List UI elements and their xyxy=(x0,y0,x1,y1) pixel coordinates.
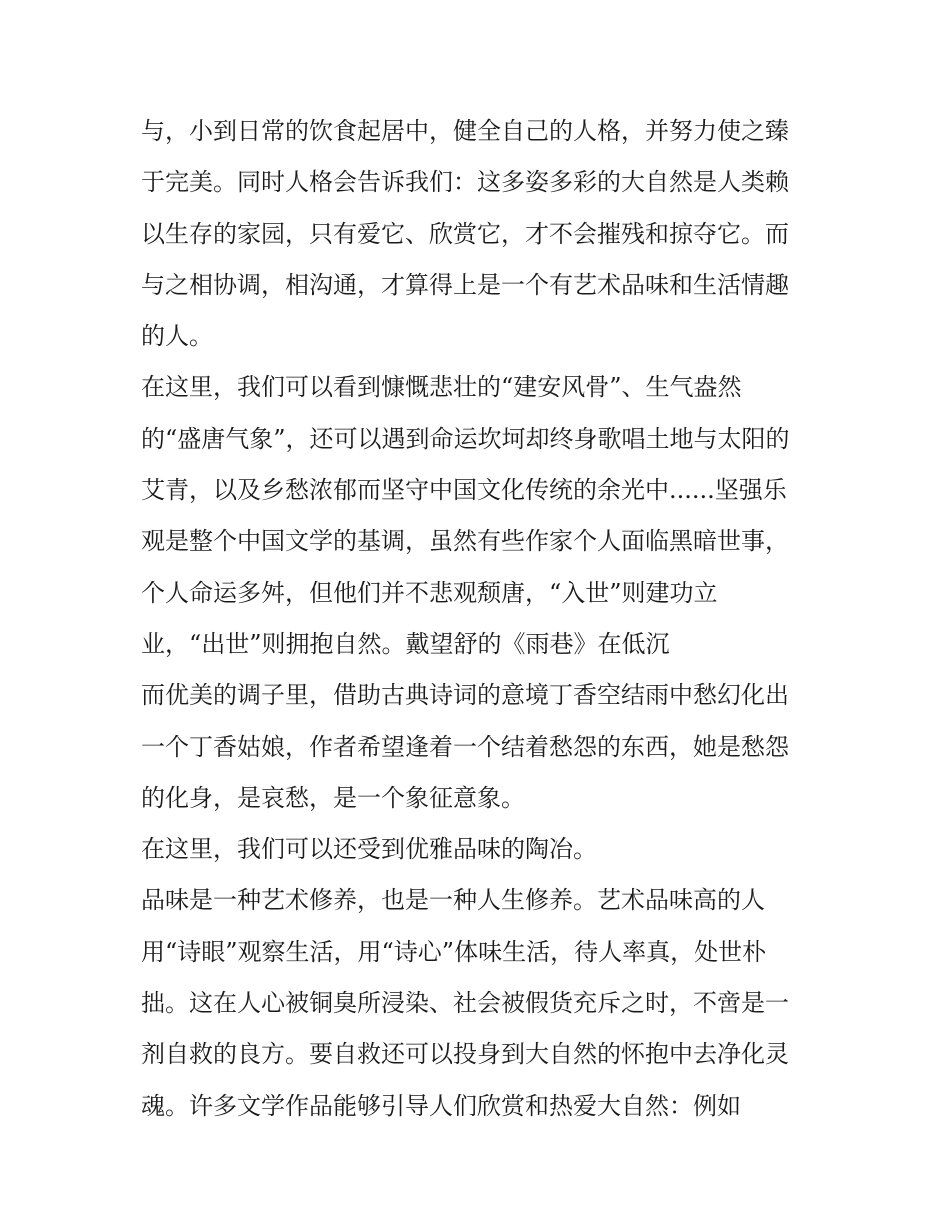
text-line: 与之相协调，相沟通，才算得上是一个有艺术品味和生活情趣 xyxy=(141,270,789,299)
text-line: 剂自救的良方。要自救还可以投身到大自然的怀抱中去净化灵 xyxy=(141,1040,789,1069)
text-line: 于完美。同时人格会告诉我们：这多姿多彩的大自然是人类赖 xyxy=(141,168,789,197)
text-line: 观是整个中国文学的基调，虽然有些作家个人面临黑暗世事， xyxy=(141,527,789,556)
text-line: 业，“出世”则拥抱自然。戴望舒的《雨巷》在低沉 xyxy=(141,629,670,658)
text-line: 用“诗眼”观察生活，用“诗心”体味生活，待人率真，处世朴 xyxy=(141,937,767,966)
text-line: 而优美的调子里，借助古典诗词的意境丁香空结雨中愁幻化出 xyxy=(141,681,789,710)
document-body xyxy=(141,106,821,1132)
text-line: 拙。这在人心被铜臭所浸染、社会被假货充斥之时，不啻是一 xyxy=(141,989,789,1018)
text-line: 个人命运多舛，但他们并不悲观颓唐，“入世”则建功立 xyxy=(141,578,718,607)
text-line: 魂。许多文学作品能够引导人们欣赏和热爱大自然：例如 xyxy=(141,1091,741,1120)
text-line: 一个丁香姑娘，作者希望逢着一个结着愁怨的东西，她是愁怨 xyxy=(141,732,789,761)
text-line: 在这里，我们可以看到慷慨悲壮的“建安风骨”、生气盎然 xyxy=(141,373,742,402)
text-line: 的人。 xyxy=(141,322,213,351)
text-line: 品味是一种艺术修养，也是一种人生修养。艺术品味高的人 xyxy=(141,886,765,915)
text-line: 以生存的家园，只有爱它、欣赏它，才不会摧残和掠夺它。而 xyxy=(141,219,789,248)
text-line: 的“盛唐气象”，还可以遇到命运坎坷却终身歌唱土地与太阳的 xyxy=(141,424,790,453)
text-line: 的化身，是哀愁，是一个象征意象。 xyxy=(141,783,525,812)
text-line: 艾青，以及乡愁浓郁而坚守中国文化传统的余光中......坚强乐 xyxy=(141,476,787,505)
text-line: 在这里，我们可以还受到优雅品味的陶冶。 xyxy=(141,835,597,864)
text-line: 与，小到日常的饮食起居中，健全自己的人格，并努力使之臻 xyxy=(141,117,789,145)
